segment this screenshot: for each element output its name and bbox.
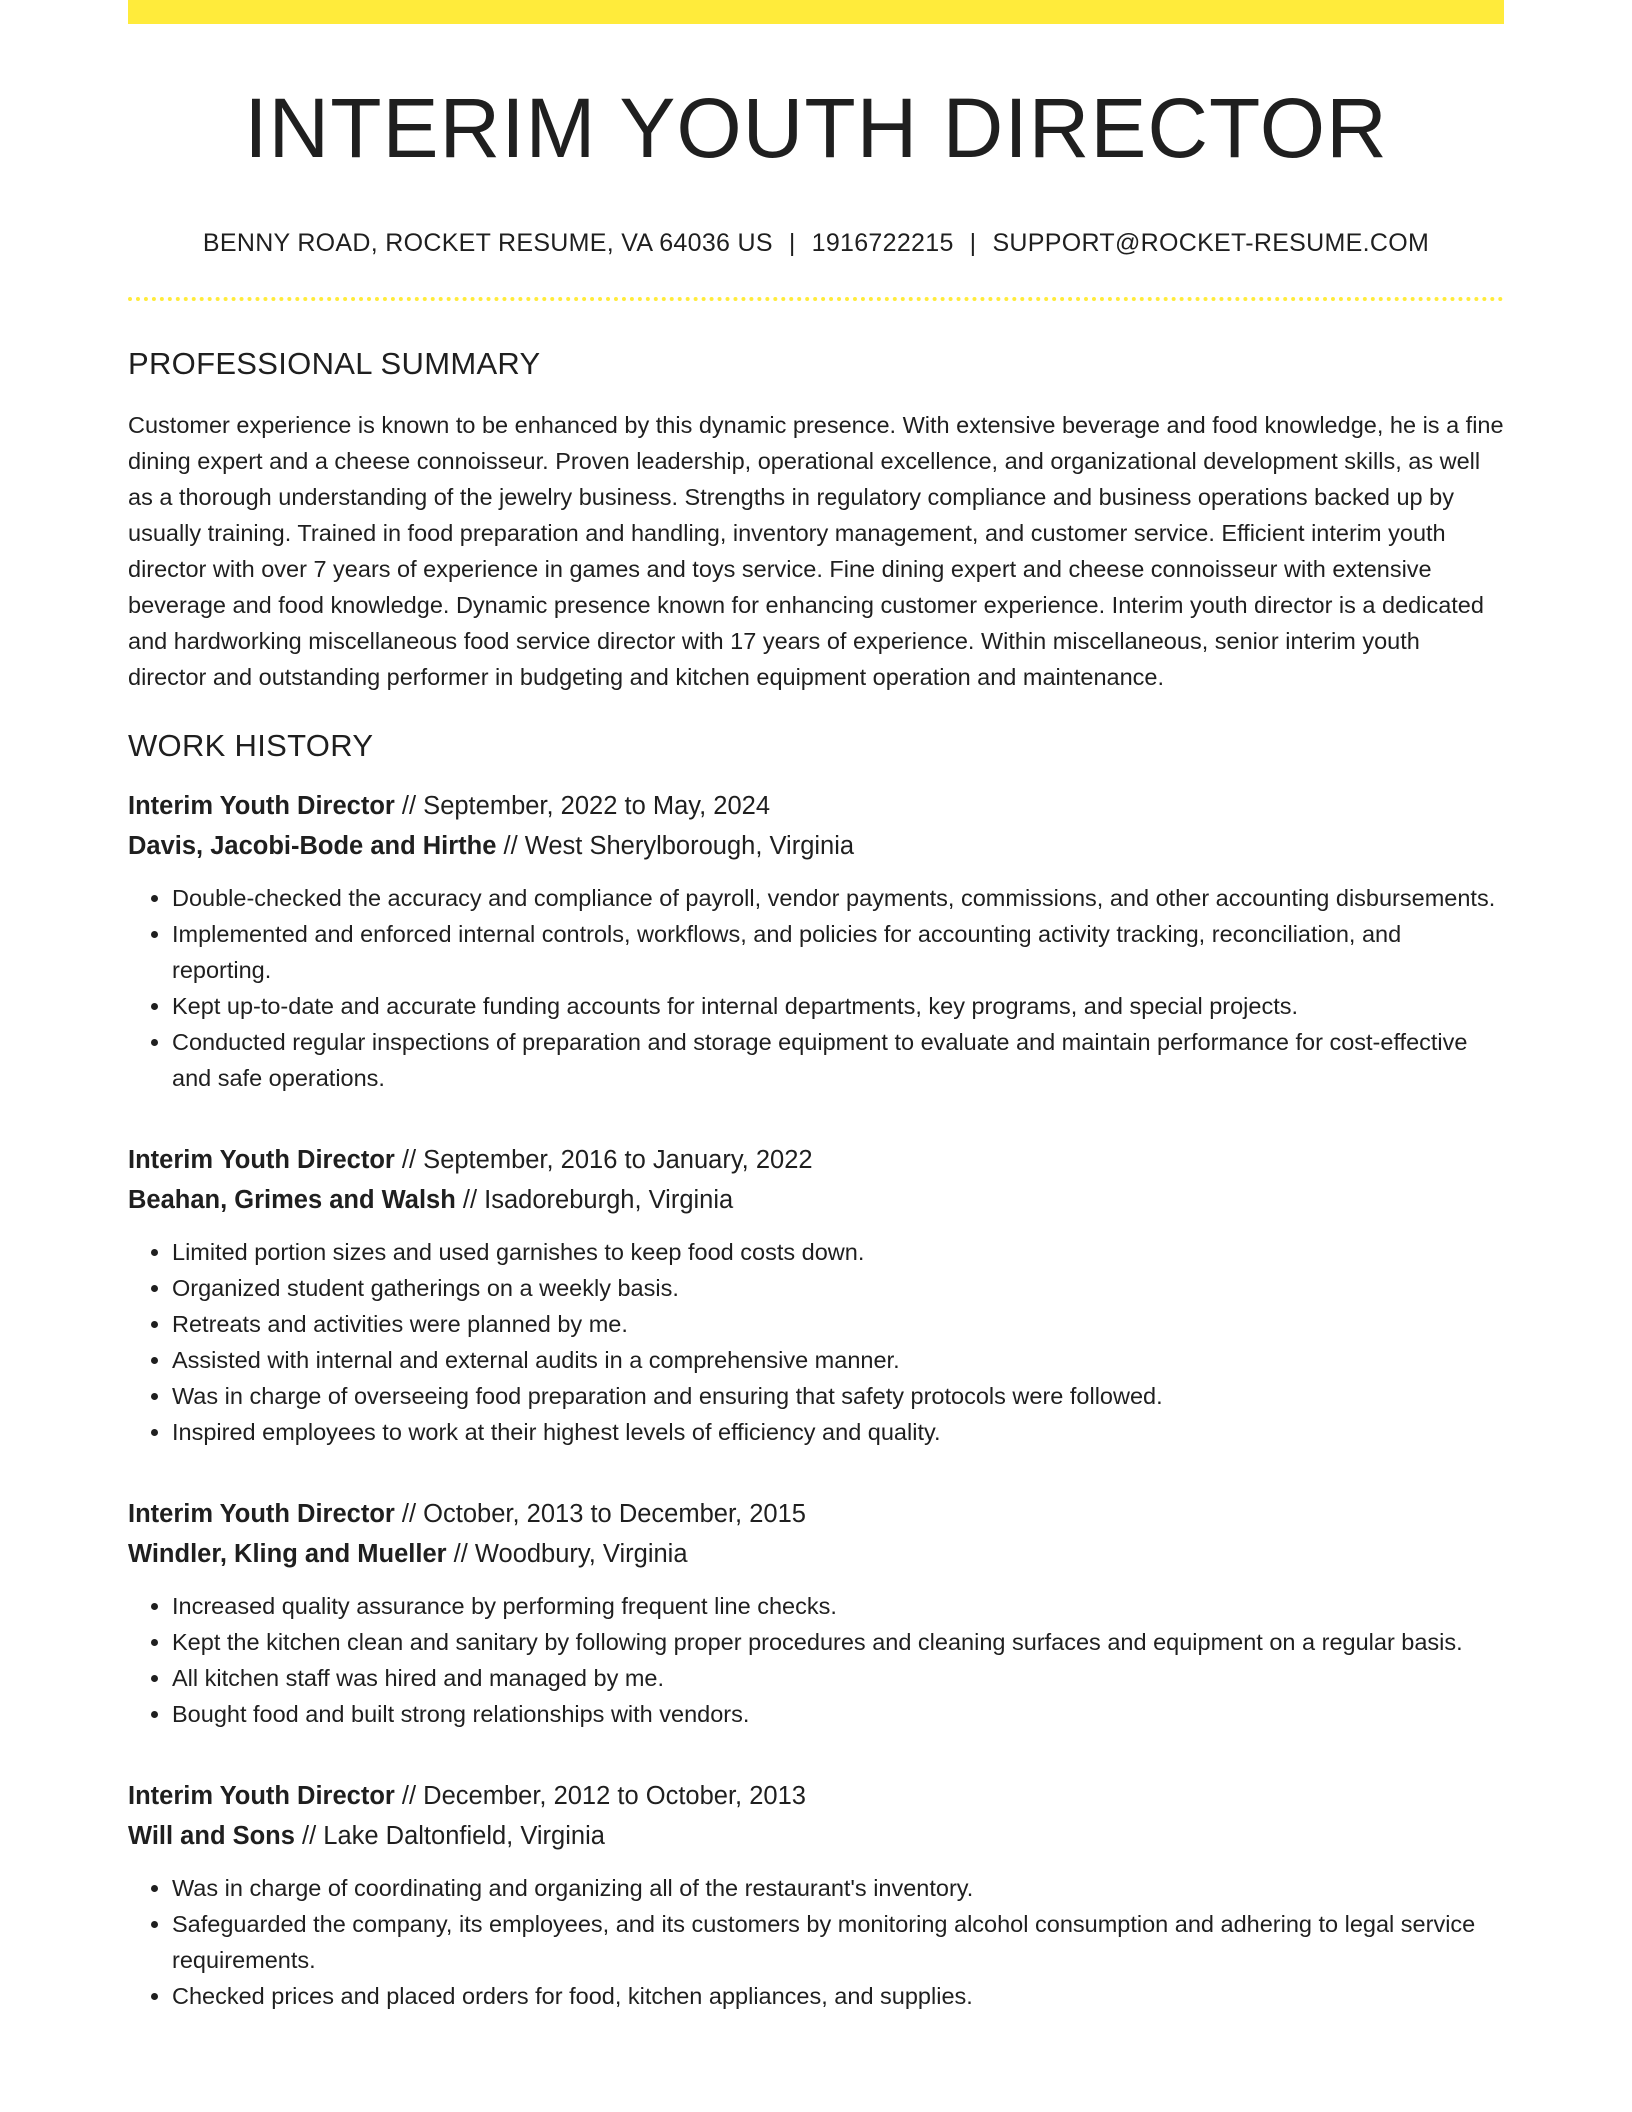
- contact-line: [128, 227, 1504, 260]
- job-location: // Lake Daltonfield, Virginia: [294, 1822, 605, 1851]
- job-location: // Isadoreburgh, Virginia: [455, 1186, 734, 1215]
- job-bullets: [128, 1588, 1504, 1732]
- job-entry: [128, 1494, 1504, 1732]
- job-bullet: • Inspired employees to work at their highest levels of efficiency and quality.: [172, 1414, 1504, 1450]
- job-bullet: • Was in charge of overseeing food preparation and ensuring that safety protocols were followed.: [172, 1378, 1504, 1414]
- contact-phone: 1916722215: [811, 228, 954, 257]
- resume-page: [128, 0, 1504, 2014]
- job-company: Davis, Jacobi-Bode and Hirthe: [128, 832, 497, 861]
- job-dates: // September, 2022 to May, 2024: [394, 792, 771, 821]
- page-title: INTERIM YOUTH DIRECTOR: [244, 81, 1388, 175]
- job-role: Interim Youth Director: [128, 1146, 395, 1175]
- summary-text: Customer experience is known to be enhanced by this dynamic presence. With extensive beverage and food knowledge, he is a fine dining expert and a cheese connoisseur. Proven leadership, operational excellence, and organizational development skills, as well as a thorough understanding of the jewelry business. Strengths in regulatory compliance and business operations backed up by usually training. Trained in food preparation and handling, inventory management, and customer service. Efficient interim youth director with over 7 years of experience in games and toys service. Fine dining expert and cheese connoisseur with extensive beverage and food knowledge. Dynamic presence known for enhancing customer experience. Interim youth director is a dedicated and hardworking miscellaneous food service director with 17 years of experience. Within miscellaneous, senior interim youth director and outstanding performer in budgeting and kitchen equipment operation and maintenance.: [128, 412, 1504, 691]
- job-company-line: [128, 1816, 1504, 1856]
- contact-email: SUPPORT@ROCKET-RESUME.COM: [992, 228, 1430, 257]
- job-bullets: [128, 1870, 1504, 2014]
- job-title-line: [128, 1140, 1504, 1180]
- job-dates: // December, 2012 to October, 2013: [394, 1782, 806, 1811]
- job-bullet: • Kept the kitchen clean and sanitary by following proper procedures and cleaning surfaces and equipment on a regular basis.: [172, 1624, 1504, 1660]
- work-history-heading: WORK HISTORY: [128, 728, 374, 764]
- dotted-divider: [128, 297, 1504, 301]
- job-bullet: • Kept up-to-date and accurate funding accounts for internal departments, key programs, and special projects.: [172, 988, 1504, 1024]
- job-bullet: • Was in charge of coordinating and organizing all of the restaurant's inventory.: [172, 1870, 1504, 1906]
- job-bullet: • Implemented and enforced internal controls, workflows, and policies for accounting activity tracking, reconciliation, and reporting.: [172, 916, 1504, 988]
- job-bullet: • Bought food and built strong relationships with vendors.: [172, 1696, 1504, 1732]
- job-company: Windler, Kling and Mueller: [128, 1540, 447, 1569]
- job-bullet: • All kitchen staff was hired and managed by me.: [172, 1660, 1504, 1696]
- job-bullet: • Assisted with internal and external audits in a comprehensive manner.: [172, 1342, 1504, 1378]
- work-history-list: [128, 786, 1504, 2014]
- job-bullet: • Conducted regular inspections of preparation and storage equipment to evaluate and maintain performance for cost-effective and safe operations.: [172, 1024, 1504, 1096]
- job-role: Interim Youth Director: [128, 1500, 395, 1529]
- job-title-line: [128, 786, 1504, 826]
- job-bullet: • Organized student gatherings on a weekly basis.: [172, 1270, 1504, 1306]
- job-location: // Woodbury, Virginia: [446, 1540, 688, 1569]
- summary-heading: PROFESSIONAL SUMMARY: [128, 346, 541, 382]
- job-bullet: • Increased quality assurance by performing frequent line checks.: [172, 1588, 1504, 1624]
- job-bullet: • Limited portion sizes and used garnishes to keep food costs down.: [172, 1234, 1504, 1270]
- job-location: // West Sherylborough, Virginia: [496, 832, 855, 861]
- job-role: Interim Youth Director: [128, 1782, 395, 1811]
- job-bullet: • Safeguarded the company, its employees, and its customers by monitoring alcohol consumption and adhering to legal service requirements.: [172, 1906, 1504, 1978]
- contact-address: BENNY ROAD, ROCKET RESUME, VA 64036 US: [202, 228, 773, 257]
- job-bullet: • Retreats and activities were planned by me.: [172, 1306, 1504, 1342]
- job-company: Beahan, Grimes and Walsh: [128, 1186, 456, 1215]
- contact-separator: |: [969, 228, 977, 257]
- job-bullet: • Checked prices and placed orders for food, kitchen appliances, and supplies.: [172, 1978, 1504, 2014]
- job-entry: [128, 1140, 1504, 1450]
- job-dates: // October, 2013 to December, 2015: [394, 1500, 806, 1529]
- job-company: Will and Sons: [128, 1822, 295, 1851]
- job-entry: [128, 786, 1504, 1096]
- job-title-line: [128, 1776, 1504, 1816]
- job-company-line: [128, 1534, 1504, 1574]
- job-dates: // September, 2016 to January, 2022: [394, 1146, 813, 1175]
- accent-top-bar: [128, 0, 1504, 24]
- job-role: Interim Youth Director: [128, 792, 395, 821]
- job-title-line: [128, 1494, 1504, 1534]
- job-company-line: [128, 1180, 1504, 1220]
- contact-separator: |: [788, 228, 796, 257]
- job-entry: [128, 1776, 1504, 2014]
- job-bullets: [128, 880, 1504, 1096]
- job-company-line: [128, 826, 1504, 866]
- job-bullets: [128, 1234, 1504, 1450]
- job-bullet: • Double-checked the accuracy and compliance of payroll, vendor payments, commissions, and other accounting disbursements.: [172, 880, 1504, 916]
